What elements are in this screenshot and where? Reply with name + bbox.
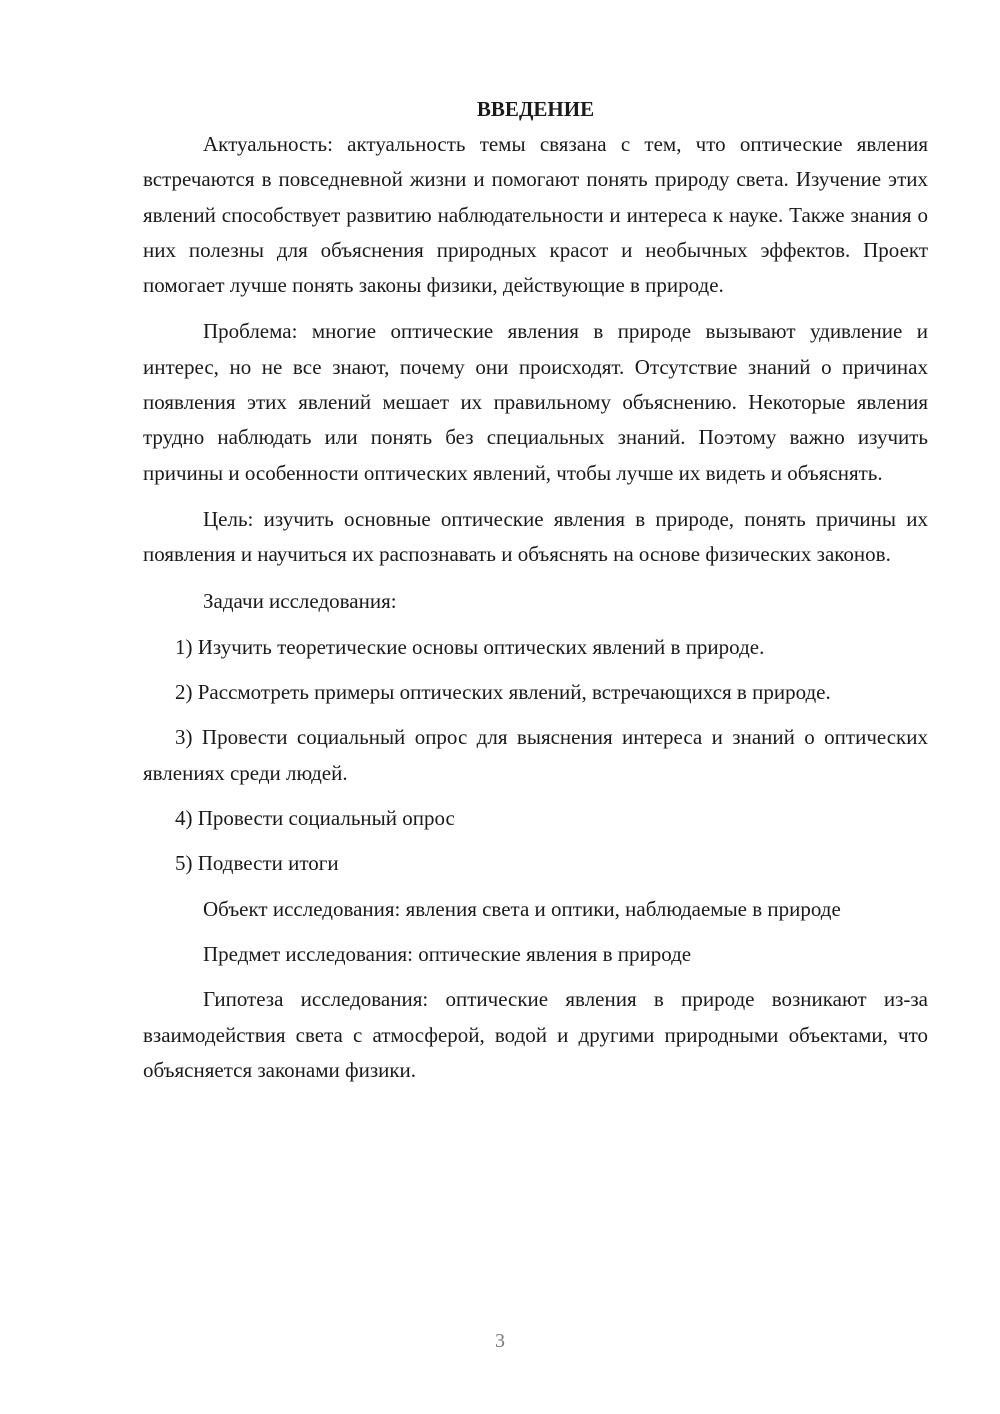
- task-item-2: 2) Рассмотреть примеры оптических явлений, встречающихся в природе.: [175, 680, 831, 705]
- section-title: ВВЕДЕНИЕ: [476, 97, 595, 121]
- paragraph-tasks-heading: Задачи исследования:: [203, 588, 397, 613]
- paragraph-subject: Предмет исследования: оптические явления в природе: [203, 941, 692, 966]
- paragraph-relevance: Актуальность: актуальность темы связана с тем, что оптические явления встречаются в повседневной жизни и помогают понять природу света. Изучение этих явлений способствует развитию наблюдательности и интереса к науке. Также знания о них полезны для объяснения природных красот и необычных эффектов. Проект помогает лучше понять законы физики, действующие в природе.: [143, 132, 928, 298]
- paragraph-problem: Проблема: многие оптические явления в природе вызывают удивление и интерес, но не все знают, почему они происходят. Отсутствие знаний о причинах появления этих явлений мешает их правильному объяснению. Некоторые явления трудно наблюдать или понять без специальных знаний. Поэтому важно изучить причины и особенности оптических явлений, чтобы лучше их видеть и объяснять.: [143, 319, 928, 485]
- paragraph-object: Объект исследования: явления света и оптики, наблюдаемые в природе: [203, 896, 841, 921]
- paragraph-hypothesis: Гипотеза исследования: оптические явления в природе возникают из-за взаимодействия света с атмосферой, водой и другими природными объектами, что объясняется законами физики.: [143, 987, 928, 1082]
- document-page: [143, 92, 928, 1088]
- paragraph-goal: Цель: изучить основные оптические явления в природе, понять причины их появления и научиться их распознавать и объяснять на основе физических законов.: [143, 506, 928, 567]
- task-item-3: 3) Провести социальный опрос для выяснения интереса и знаний о оптических явлениях среди людей.: [143, 725, 928, 785]
- task-item-1: 1) Изучить теоретические основы оптических явлений в природе.: [175, 634, 765, 659]
- task-item-4: 4) Провести социальный опрос: [175, 806, 455, 831]
- task-item-5: 5) Подвести итоги: [175, 851, 339, 876]
- page-number: 3: [495, 1330, 505, 1352]
